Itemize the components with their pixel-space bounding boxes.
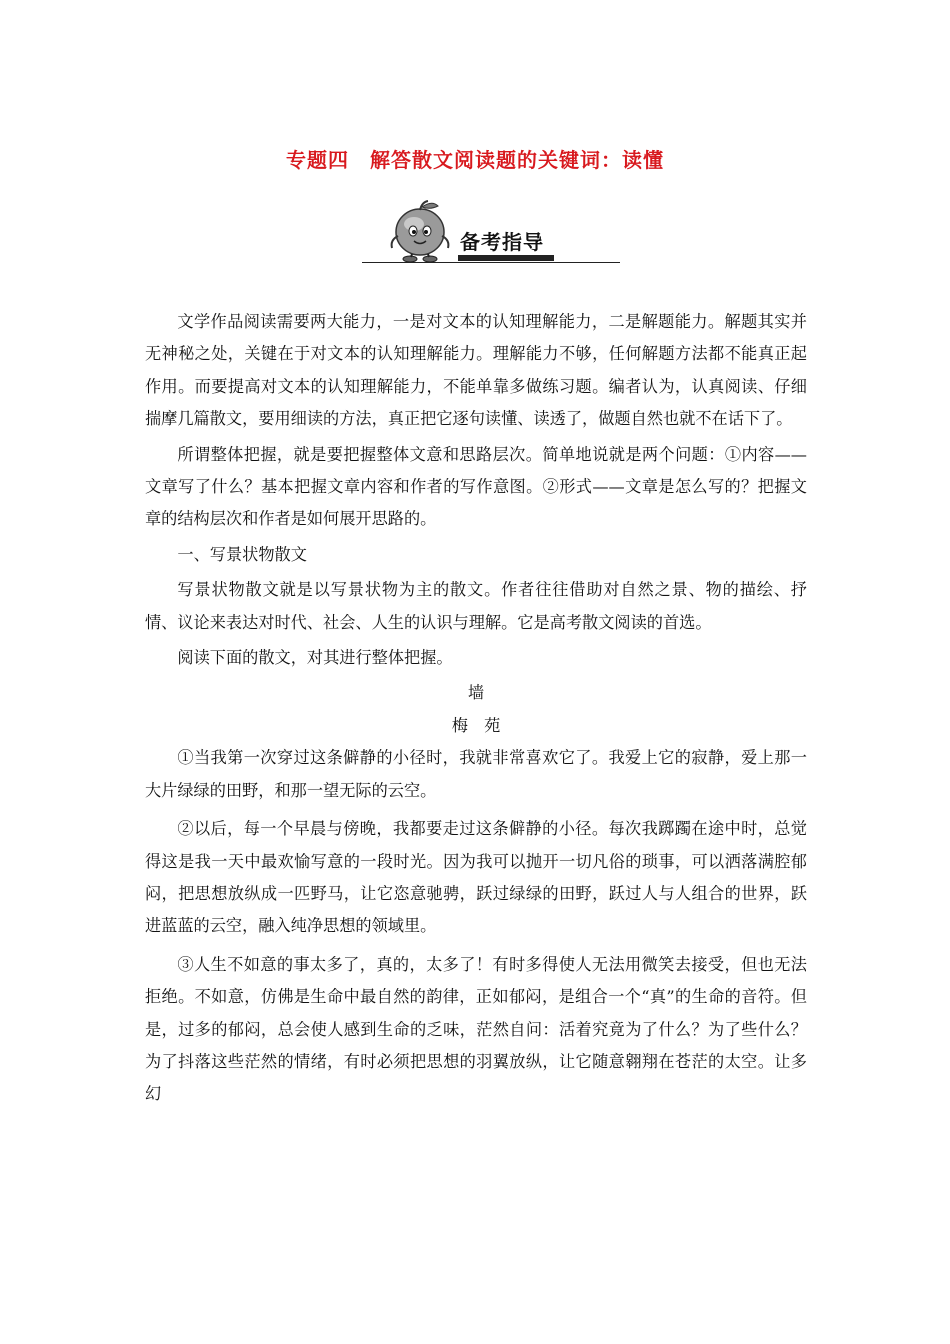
- paragraph-instruction: 阅读下面的散文，对其进行整体把握。: [177, 648, 453, 668]
- essay-paragraph-3: ③人生不如意的事太多了，真的，太多了！有时多得使人无法用微笑去接受，但也无法拒绝。不如意，仿佛是生命中最自然的韵律，正如郁闷，是组合一个“真”的生命的音符。但是，过多的郁闷，总会使人感到生命的乏味，茫然自问：活着究竟为了什么？为了些什么？为了抖落这些茫然的情绪，有时必须把思想的羽翼放纵，让它随意翱翔在苍茫的太空。让多幻: [145, 954, 807, 1104]
- banner-label: 备考指导: [460, 230, 544, 254]
- article-body: [145, 306, 807, 1111]
- paragraph-definition: 写景状物散文就是以写景状物为主的散文。作者往往借助对自然之景、物的描绘、抒情、议论来表达对时代、社会、人生的认识与理解。它是高考散文阅读的首选。: [145, 580, 807, 632]
- banner-underline: [458, 255, 554, 261]
- essay-author: 梅 苑: [451, 715, 501, 735]
- paragraph-intro: 文学作品阅读需要两大能力，一是对文本的认知理解能力，二是解题能力。解题其实并无神秘之处，关键在于对文本的认知理解能力。理解能力不够，任何解题方法都不能真正起作用。而要提高对文本的认知理解能力，不能单靠多做练习题。编者认为，认真阅读、仔细揣摩几篇散文，要用细读的方法，真正把它逐句读懂、读透了，做题自然也就不在话下了。: [145, 312, 807, 429]
- essay-title: 墙: [467, 683, 485, 703]
- page-title: 专题四 解答散文阅读题的关键词：读懂: [286, 148, 664, 172]
- section-heading: 一、写景状物散文: [177, 544, 307, 564]
- essay-paragraph-1: ①当我第一次穿过这条僻静的小径时，我就非常喜欢它了。我爱上它的寂静，爱上那一大片绿绿的田野，和那一望无际的云空。: [145, 748, 807, 800]
- banner-rule: [362, 262, 620, 263]
- paragraph-overview: 所谓整体把握，就是要把握整体文意和思路层次。简单地说就是两个问题：①内容——文章写了什么？基本把握文章内容和作者的写作意图。②形式——文章是怎么写的？把握文章的结构层次和作者是如何展开思路的。: [145, 444, 807, 529]
- section-banner: [362, 198, 620, 266]
- apple-mascot-icon: [384, 198, 456, 264]
- essay-paragraph-2: ②以后，每一个早晨与傍晚，我都要走过这条僻静的小径。每次我踯躅在途中时，总觉得这是我一天中最欢愉写意的一段时光。因为我可以抛开一切凡俗的琐事，可以洒落满腔郁闷，把思想放纵成一匹野马，让它恣意驰骋，跃过绿绿的田野，跃过人与人组合的世界，跃进蓝蓝的云空，融入纯净思想的领域里。: [145, 819, 807, 936]
